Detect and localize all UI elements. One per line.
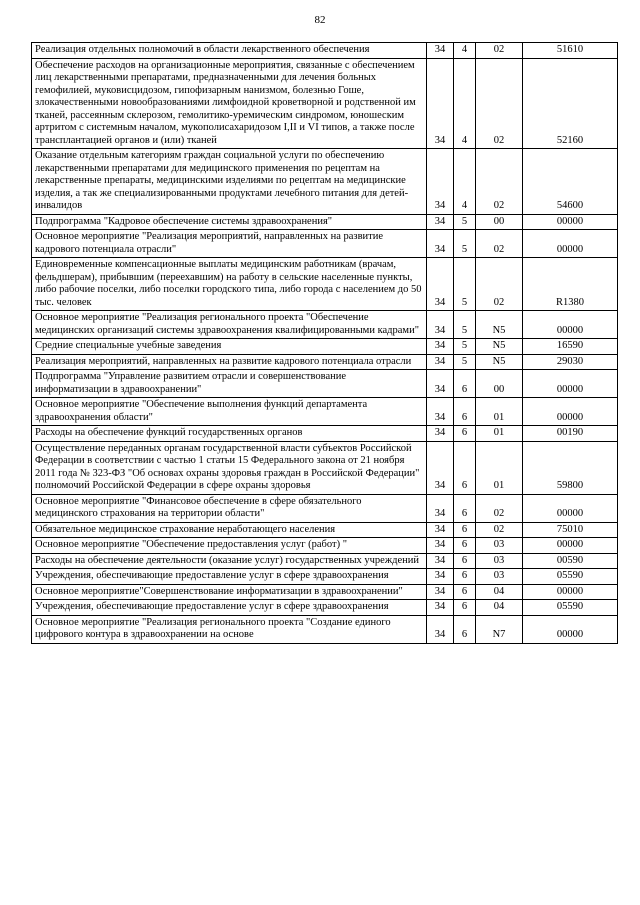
row-subprogram-code: 4 [454, 43, 476, 59]
row-activity-code: 01 [476, 441, 523, 494]
row-subprogram-code: 6 [454, 522, 476, 538]
row-description: Реализация мероприятий, направленных на развитие кадрового потенциала отрасли [32, 354, 427, 370]
row-description: Основное мероприятие "Реализация регионального проекта "Обеспечение медицинских организаций системы здравоохранения квалифицированными кадрами" [32, 311, 427, 339]
row-activity-code: 02 [476, 58, 523, 149]
row-direction-code: 52160 [523, 58, 618, 149]
row-description: Основное мероприятие "Обеспечение выполнения функций департамента здравоохранения области" [32, 398, 427, 426]
row-program-code: 34 [427, 522, 454, 538]
budget-classification-table [31, 42, 618, 644]
table-row [32, 43, 618, 59]
row-direction-code: 75010 [523, 522, 618, 538]
row-activity-code: N7 [476, 615, 523, 643]
table-row [32, 230, 618, 258]
row-subprogram-code: 5 [454, 230, 476, 258]
row-direction-code: 16590 [523, 339, 618, 355]
row-direction-code: 05590 [523, 600, 618, 616]
row-description: Расходы на обеспечение деятельности (оказание услуг) государственных учреждений [32, 553, 427, 569]
row-program-code: 34 [427, 311, 454, 339]
row-direction-code: 29030 [523, 354, 618, 370]
row-direction-code: R1380 [523, 258, 618, 311]
table-row [32, 370, 618, 398]
row-program-code: 34 [427, 58, 454, 149]
row-description: Единовременные компенсационные выплаты медицинским работникам (врачам, фельдшерам), прибывшим (переехавшим) на работу в сельские населенные пункты, либо рабочие поселки, либо поселки городского типа, либо города с населением до 50 тыс. человек [32, 258, 427, 311]
row-program-code: 34 [427, 214, 454, 230]
row-description: Основное мероприятие "Реализация мероприятий, направленных на развитие кадрового потенциала отрасли" [32, 230, 427, 258]
row-subprogram-code: 6 [454, 398, 476, 426]
table-row [32, 398, 618, 426]
row-description: Основное мероприятие"Совершенствование информатизации в здравоохранении" [32, 584, 427, 600]
row-program-code: 34 [427, 398, 454, 426]
row-subprogram-code: 5 [454, 311, 476, 339]
row-description: Осуществление переданных органам государственной власти субъектов Российской Федерации в соответствии с частью 1 статьи 15 Федерального закона от 21 ноября 2011 года № 323-ФЗ "Об основах охраны здоровья граждан в Российской Федерации" полномочий Российской Федерации в сфере охраны здоровья [32, 441, 427, 494]
row-program-code: 34 [427, 441, 454, 494]
row-direction-code: 00190 [523, 426, 618, 442]
row-subprogram-code: 6 [454, 569, 476, 585]
row-direction-code: 51610 [523, 43, 618, 59]
row-program-code: 34 [427, 538, 454, 554]
page-number: 82 [314, 14, 326, 26]
row-direction-code: 00000 [523, 230, 618, 258]
row-description: Подпрограмма "Управление развитием отрасли и совершенствование информатизации в здравоохранении" [32, 370, 427, 398]
table-row [32, 58, 618, 149]
row-subprogram-code: 6 [454, 615, 476, 643]
table-row [32, 339, 618, 355]
row-description: Расходы на обеспечение функций государственных органов [32, 426, 427, 442]
row-subprogram-code: 6 [454, 600, 476, 616]
table-row [32, 538, 618, 554]
table-row [32, 553, 618, 569]
row-activity-code: 01 [476, 426, 523, 442]
row-subprogram-code: 5 [454, 258, 476, 311]
row-description: Основное мероприятие "Реализация регионального проекта "Создание единого цифрового контура в здравоохранении на основе [32, 615, 427, 643]
table-row [32, 426, 618, 442]
row-program-code: 34 [427, 553, 454, 569]
row-activity-code: 00 [476, 370, 523, 398]
row-activity-code: 02 [476, 149, 523, 215]
row-program-code: 34 [427, 615, 454, 643]
table-row [32, 494, 618, 522]
row-direction-code: 59800 [523, 441, 618, 494]
row-program-code: 34 [427, 426, 454, 442]
row-subprogram-code: 6 [454, 584, 476, 600]
row-program-code: 34 [427, 230, 454, 258]
row-description: Реализация отдельных полномочий в области лекарственного обеспечения [32, 43, 427, 59]
row-program-code: 34 [427, 584, 454, 600]
row-activity-code: N5 [476, 311, 523, 339]
row-program-code: 34 [427, 600, 454, 616]
row-direction-code: 00000 [523, 214, 618, 230]
row-activity-code: 03 [476, 538, 523, 554]
table-row [32, 615, 618, 643]
row-program-code: 34 [427, 494, 454, 522]
row-direction-code: 00590 [523, 553, 618, 569]
table-row [32, 354, 618, 370]
row-description: Обеспечение расходов на организационные мероприятия, связанные с обеспечением лиц лекарственными препаратами, предназначенными для лечения больных гемофилией, муковисцидозом, гипофизарным нанизмом, болезнью Гоше, злокачественными новообразованиями лимфоидной кроветворной и родственной им тканей, рассеянным склерозом, гемолитико-уремическим синдромом, юношеским артритом с системным началом, мукополисахаридозом I,II и VI типов, а также после трансплантацией органов и (или) тканей [32, 58, 427, 149]
row-subprogram-code: 5 [454, 339, 476, 355]
row-subprogram-code: 4 [454, 149, 476, 215]
row-subprogram-code: 4 [454, 58, 476, 149]
row-subprogram-code: 5 [454, 214, 476, 230]
row-program-code: 34 [427, 258, 454, 311]
table-row [32, 522, 618, 538]
row-activity-code: N5 [476, 339, 523, 355]
row-activity-code: N5 [476, 354, 523, 370]
row-direction-code: 00000 [523, 311, 618, 339]
row-activity-code: 00 [476, 214, 523, 230]
row-program-code: 34 [427, 149, 454, 215]
row-activity-code: 02 [476, 43, 523, 59]
row-activity-code: 02 [476, 230, 523, 258]
row-direction-code: 00000 [523, 494, 618, 522]
row-subprogram-code: 6 [454, 553, 476, 569]
row-direction-code: 54600 [523, 149, 618, 215]
row-description: Учреждения, обеспечивающие предоставление услуг в сфере здравоохранения [32, 569, 427, 585]
row-subprogram-code: 6 [454, 370, 476, 398]
row-direction-code: 00000 [523, 538, 618, 554]
row-activity-code: 02 [476, 258, 523, 311]
row-description: Подпрограмма "Кадровое обеспечение системы здравоохранения" [32, 214, 427, 230]
table-row [32, 214, 618, 230]
row-activity-code: 04 [476, 600, 523, 616]
table-row [32, 569, 618, 585]
row-activity-code: 03 [476, 553, 523, 569]
row-direction-code: 00000 [523, 398, 618, 426]
row-program-code: 34 [427, 569, 454, 585]
row-description: Основное мероприятие "Обеспечение предоставления услуг (работ) " [32, 538, 427, 554]
table-row [32, 258, 618, 311]
table-row [32, 600, 618, 616]
table-row [32, 441, 618, 494]
row-direction-code: 05590 [523, 569, 618, 585]
row-direction-code: 00000 [523, 615, 618, 643]
table-row [32, 584, 618, 600]
row-program-code: 34 [427, 339, 454, 355]
row-description: Учреждения, обеспечивающие предоставление услуг в сфере здравоохранения [32, 600, 427, 616]
row-subprogram-code: 5 [454, 354, 476, 370]
table-row [32, 149, 618, 215]
row-description: Обязательное медицинское страхование неработающего населения [32, 522, 427, 538]
row-program-code: 34 [427, 354, 454, 370]
row-activity-code: 02 [476, 522, 523, 538]
row-program-code: 34 [427, 43, 454, 59]
row-subprogram-code: 6 [454, 426, 476, 442]
row-program-code: 34 [427, 370, 454, 398]
row-activity-code: 01 [476, 398, 523, 426]
row-subprogram-code: 6 [454, 538, 476, 554]
row-description: Оказание отдельным категориям граждан социальной услуги по обеспечению лекарственными препаратами для медицинского применения по рецептам на лекарственные препараты, медицинскими изделиями по рецептам на медицинские изделия, а так же специализированными продуктами лечебного питания для детей-инвалидов [32, 149, 427, 215]
row-subprogram-code: 6 [454, 441, 476, 494]
row-subprogram-code: 6 [454, 494, 476, 522]
row-description: Средние специальные учебные заведения [32, 339, 427, 355]
row-direction-code: 00000 [523, 370, 618, 398]
row-activity-code: 03 [476, 569, 523, 585]
row-activity-code: 02 [476, 494, 523, 522]
table-row [32, 311, 618, 339]
row-description: Основное мероприятие "Финансовое обеспечение в сфере обязательного медицинского страхования на территории области" [32, 494, 427, 522]
row-direction-code: 00000 [523, 584, 618, 600]
row-activity-code: 04 [476, 584, 523, 600]
